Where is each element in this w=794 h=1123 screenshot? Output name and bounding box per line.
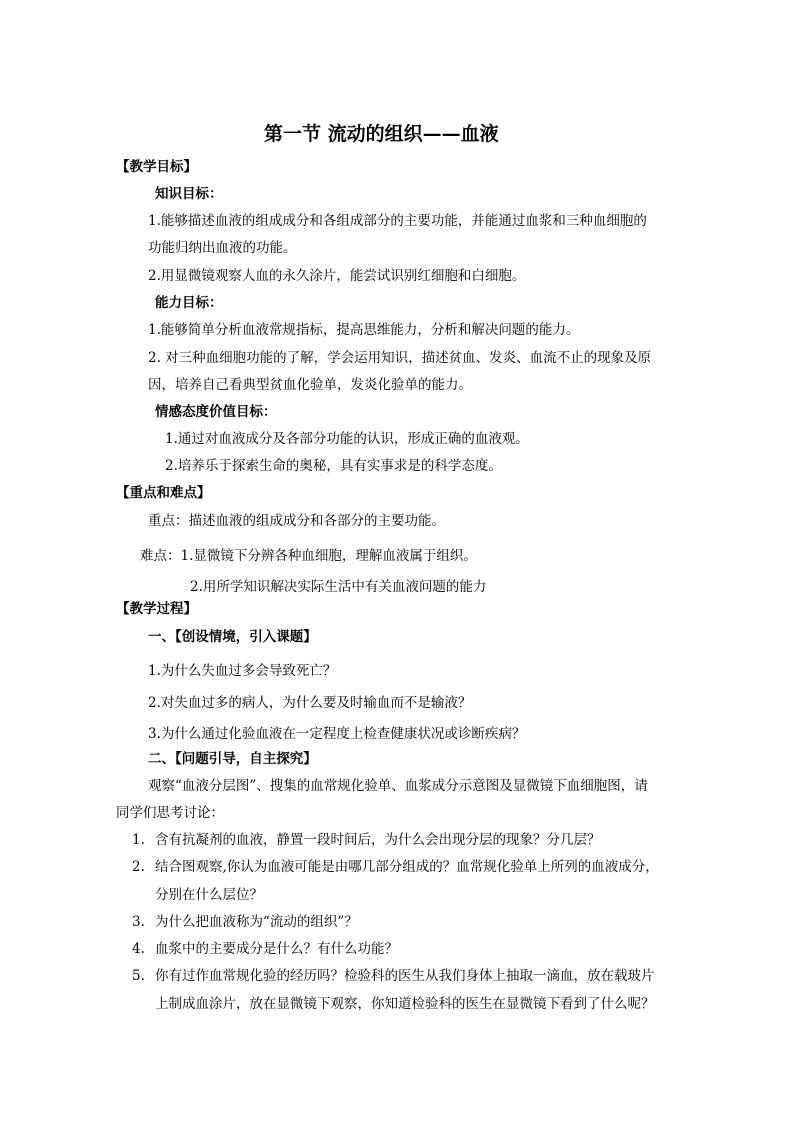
discussion-question-5-line1: 你有过作血常规化验的经历吗？检验科的医生从我们身体上抽取一滴血，放在载玻片: [155, 968, 655, 984]
knowledge-goal-2: 2.用显微镜观察人血的永久涂片，能尝试识别红细胞和白细胞。: [148, 268, 526, 284]
part2-heading: 二、【问题引导，自主探究】: [148, 751, 317, 767]
list-item-number: 4.: [132, 941, 145, 957]
objectives-heading: 【教学目标】: [116, 159, 197, 175]
list-item-number: 3.: [132, 914, 145, 930]
intro-question-2: 2.对失血过多的病人，为什么要及时输血而不是输液？: [148, 695, 472, 711]
process-heading: 【教学过程】: [116, 601, 197, 617]
discussion-question-2-line1: 结合图观察,你认为血液可能是由哪几部分组成的？血常规化验单上所列的血液成分，: [155, 859, 659, 875]
ability-goal-2-line2: 因，培养自己看典型贫血化验单，发炎化验单的能力。: [148, 377, 472, 393]
list-item-number: 5.: [132, 968, 145, 984]
list-item-number: 1.: [132, 832, 145, 848]
intro-question-1: 1.为什么失血过多会导致死亡？: [148, 663, 337, 679]
knowledge-goal-1-line1: 1.能够描述血液的组成成分和各组成部分的主要功能，并能通过血浆和三种血细胞的: [148, 213, 647, 229]
discussion-question-2-line2: 分别在什么层位？: [155, 887, 263, 903]
list-item-number: 2.: [132, 859, 145, 875]
intro-question-3: 3.为什么通过化验血液在一定程度上检查健康状况或诊断疾病？: [148, 726, 526, 742]
emotion-goals-heading: 情感态度价值目标：: [155, 404, 277, 420]
page-title: 第一节 流动的组织——血液: [264, 123, 499, 145]
knowledge-goal-1-line2: 功能归纳出血液的功能。: [148, 240, 297, 256]
key-point: 重点：描述血液的组成成分和各部分的主要功能。: [148, 513, 445, 529]
discussion-question-5-line2: 上制成血涂片，放在显微镜下观察，你知道检验科的医生在显微镜下看到了什么呢？: [155, 996, 655, 1012]
ability-goals-heading: 能力目标：: [155, 295, 223, 311]
part2-intro-line1: 观察“血液分层图”、搜集的血常规化验单、血浆成分示意图及显微镜下血细胞图，请: [148, 778, 648, 794]
keypoints-heading: 【重点和难点】: [116, 485, 211, 501]
discussion-question-1: 含有抗凝剂的血液，静置一段时间后，为什么会出现分层的现象？分几层？: [155, 832, 601, 848]
part2-intro-line2: 同学们思考讨论：: [116, 805, 224, 821]
emotion-goal-1: 1.通过对血液成分及各部分功能的认识，形成正确的血液观。: [165, 431, 529, 447]
discussion-question-4: 血浆中的主要成分是什么？有什么功能？: [155, 941, 398, 957]
emotion-goal-2: 2.培养乐于探索生命的奥秘，具有实事求是的科学态度。: [165, 458, 502, 474]
ability-goal-2-line1: 2. 对三种血细胞功能的了解，学会运用知识，描述贫血、发炎、血流不止的现象及原: [148, 350, 652, 366]
difficulty-1: 难点：1.显微镜下分辨各种血细胞，理解血液属于组织。: [140, 548, 477, 564]
part1-heading: 一、【创设情境，引入课题】: [148, 629, 317, 645]
ability-goal-1: 1.能够简单分析血液常规指标，提高思维能力，分析和解决问题的能力。: [148, 322, 580, 338]
knowledge-goals-heading: 知识目标：: [155, 186, 223, 202]
discussion-question-3: 为什么把血液称为“流动的组织”？: [155, 914, 358, 930]
difficulty-2: 2.用所学知识解决实际生活中有关血液问题的能力: [190, 579, 487, 595]
